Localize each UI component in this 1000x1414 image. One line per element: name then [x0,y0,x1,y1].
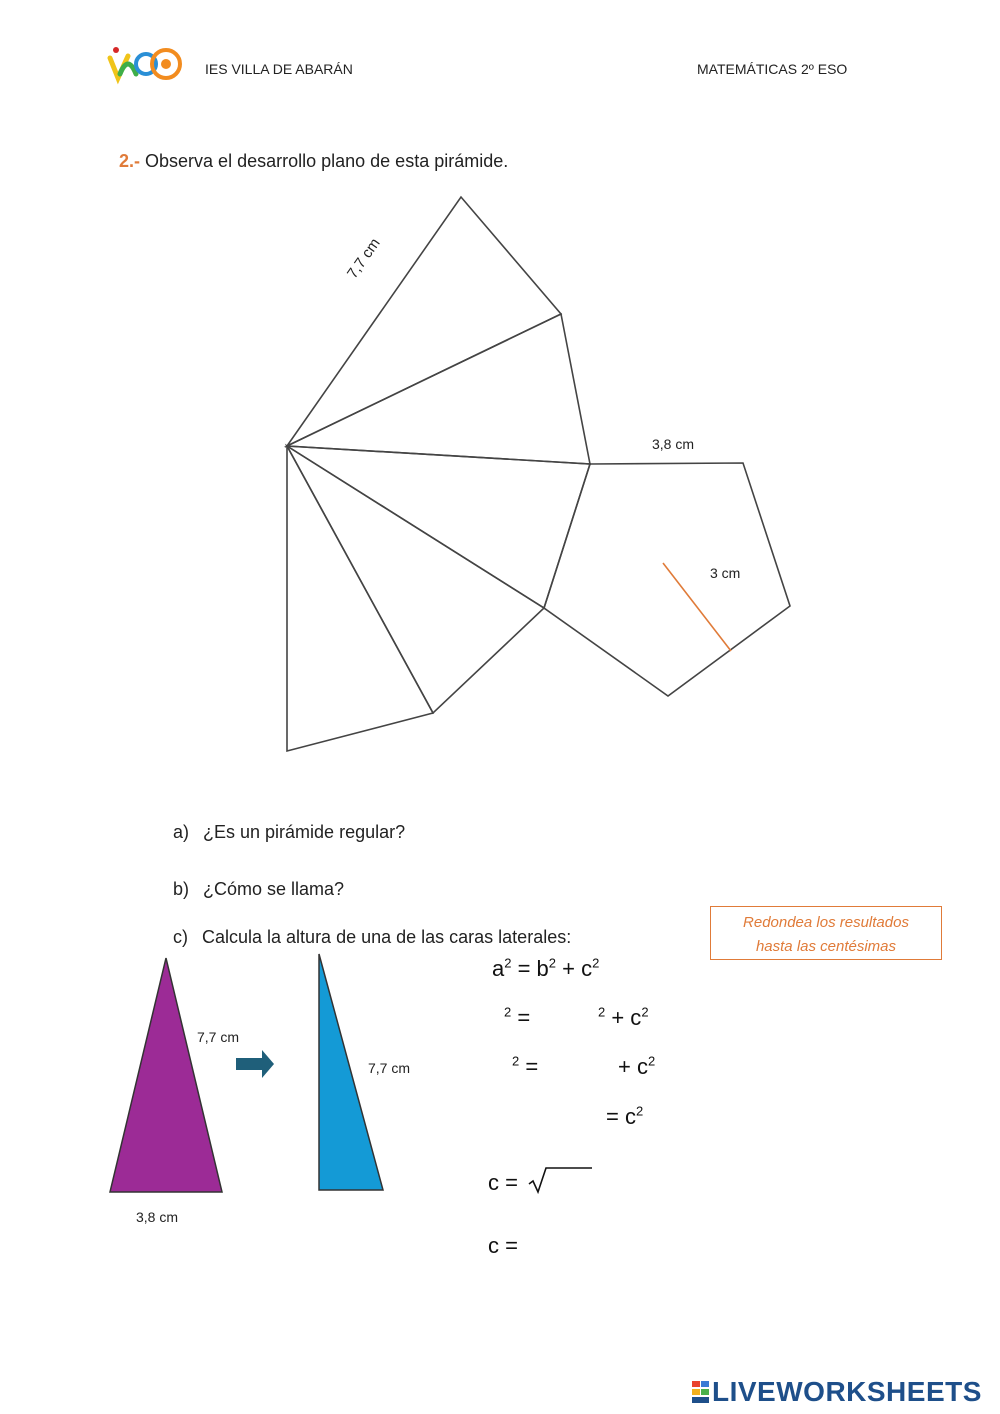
eq-row-6: c = [488,1233,518,1258]
base-side-label: 3,8 cm [652,436,695,452]
blue-side-label: 7,7 cm [368,1060,411,1076]
eq-row-2-left [504,1005,530,1031]
subquestion-letter: a) [173,822,190,842]
lateral-face [287,197,561,446]
eq-row-3-left [512,1054,538,1080]
eq-exponent: 2 [504,955,512,971]
edge-length-label: 7,7 cm [344,235,384,282]
eq-exponent: 2 [512,1053,520,1069]
eq-term: + c [605,1005,642,1030]
eq-term: + c [618,1054,648,1079]
lateral-face [287,446,590,608]
eq-exponent: 2 [641,1004,649,1020]
purple-side-label: 7,7 cm [197,1029,240,1045]
eq-term: = [511,1005,531,1030]
question-text: Observa el desarrollo plano de esta pirámide. [145,151,509,171]
note-line-2: hasta las centésimas [755,938,897,955]
school-name: IES VILLA DE ABARÁN [205,61,353,77]
eq-exponent: 2 [647,1053,656,1069]
eq-exponent: 2 [504,1004,512,1020]
note-line-1: Redondea los resultados [743,914,909,931]
subquestion-letter: c) [173,927,188,947]
liveworksheets-wordmark: LIVEWORKSHEETS [712,1376,982,1407]
subquestion-b [173,879,344,900]
eq-term: + c [556,956,593,981]
eq-term: = [519,1054,539,1079]
subquestion-a [173,822,405,843]
eq-exponent: 2 [635,1103,644,1119]
eq-exponent: 2 [592,955,600,971]
liveworksheets-logo [692,1376,982,1408]
rounding-note [710,906,942,960]
eq-term: a [492,956,505,981]
eq-exponent: 2 [598,1004,606,1020]
subquestion-text: ¿Cómo se llama? [203,879,345,899]
subquestion-letter: b) [173,879,190,899]
sqrt-icon [529,1168,592,1192]
apothem-label: 3 cm [710,565,741,581]
eq-row-5: c = [488,1170,518,1195]
eq-exponent: 2 [548,955,557,971]
lateral-face [287,446,544,713]
purple-triangle [110,958,222,1192]
subquestion-text: Calcula la altura de una de las caras laterales: [202,927,572,947]
eq-row-2-right [598,1005,649,1031]
subquestion-text: ¿Es un pirámide regular? [203,822,406,842]
eq-row-3-right [618,1054,655,1080]
subquestion-c [173,927,571,948]
arrow-right-icon [236,1050,274,1078]
purple-base-label: 3,8 cm [136,1209,179,1225]
subject-title: MATEMÁTICAS 2º ESO [697,61,848,77]
liveworksheets-icon [692,1381,710,1403]
pythagoras-formula [492,956,599,982]
eq-row-4 [606,1104,643,1130]
question-number: 2.- [119,151,141,171]
eq-term: = c [606,1104,636,1129]
lateral-face [287,314,590,464]
eq-term: = b [511,956,549,981]
pentagon-base [544,463,790,696]
